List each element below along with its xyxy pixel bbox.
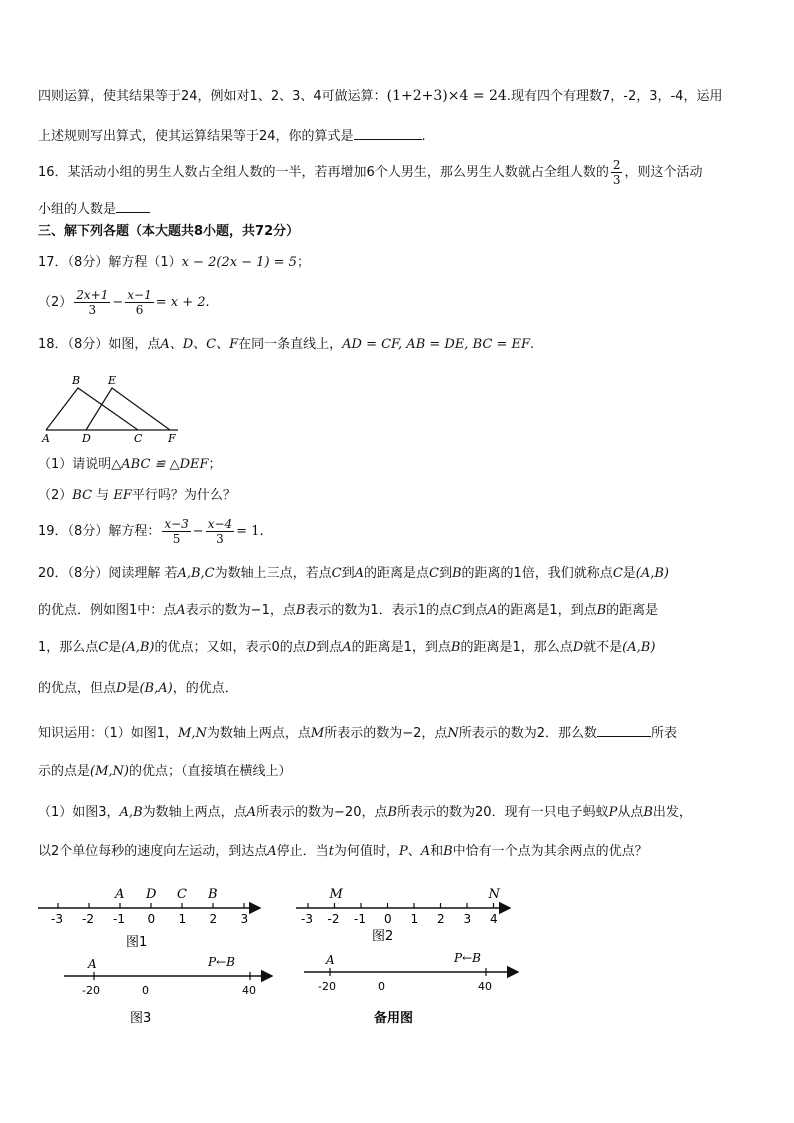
answer-blank[interactable]	[354, 125, 422, 140]
point-label-C: C	[177, 887, 187, 902]
math: C	[451, 603, 462, 618]
tick-label: 3	[240, 912, 249, 926]
text: 是	[622, 566, 636, 581]
tick-label: -3	[51, 912, 63, 926]
q18-line1	[38, 335, 760, 355]
text: .	[529, 337, 535, 352]
text: 到点	[316, 640, 343, 655]
fig1-caption: 图1	[126, 935, 148, 950]
number-line-fig3	[60, 950, 280, 1030]
label-P-B: P←B	[454, 951, 481, 965]
congruence: △ABC ≌ △DEF	[111, 457, 209, 472]
math: B	[295, 603, 306, 618]
operator: −	[112, 295, 124, 310]
math: A	[246, 805, 257, 820]
text: .	[421, 129, 426, 144]
text: 表示的数为−1，点	[185, 603, 296, 618]
operator: −	[192, 524, 204, 539]
label-A: A	[88, 957, 97, 971]
tick-label: 0	[147, 912, 156, 926]
text: 小组的人数是	[38, 202, 117, 217]
q20-line3	[38, 638, 760, 658]
text: （2）	[38, 295, 73, 310]
tick-label: 1	[410, 912, 419, 926]
text: 的距离的1倍，我们就称点	[461, 566, 613, 581]
q20-knowledge-line1	[38, 722, 760, 744]
math: D	[116, 681, 127, 696]
text: 知识运用：（1）如图1，	[38, 726, 179, 741]
math: A,B	[119, 805, 143, 820]
q17-line1	[38, 253, 760, 273]
equation: = 1.	[236, 524, 264, 539]
math: A	[420, 844, 431, 859]
tick-label: 4	[490, 912, 498, 926]
text: .	[205, 295, 210, 310]
numerator: x−4	[207, 517, 233, 531]
tick-label: -1	[354, 912, 366, 926]
text: 到点	[461, 603, 488, 618]
text: 是	[126, 681, 140, 696]
math: C	[429, 566, 439, 581]
text: 所表示的数为20．现有一只电子蚂蚁	[397, 805, 609, 820]
text: 的距离是	[606, 603, 659, 618]
text: 上述规则写出算式，使其运算结果等于24，你的算式是	[38, 129, 354, 144]
math: A	[487, 603, 498, 618]
text: 是	[108, 640, 122, 655]
text: 四则运算，使其结果等于24，例如对1、2、3、4可做运算：	[38, 89, 387, 104]
point-label-B: B	[208, 887, 218, 902]
math: D	[305, 640, 317, 655]
section-heading: 三、解下列各题（本大题共8小题，共72分）	[38, 224, 300, 239]
fraction	[206, 517, 234, 546]
math: M,N	[178, 726, 207, 741]
fraction	[611, 158, 623, 187]
math: t	[328, 844, 334, 859]
text: 中恰有一个点为其余两点的优点？	[452, 844, 648, 859]
text: 为数轴上三点，若点	[214, 566, 332, 581]
math: (A,B)	[622, 640, 656, 655]
tick-label: -2	[327, 912, 340, 926]
text: 停止．当	[276, 844, 329, 859]
text: 17．（8分）解方程（1）	[38, 255, 182, 270]
answer-blank[interactable]	[116, 198, 150, 213]
q18-sub2	[38, 486, 760, 506]
question-number: 16．	[38, 165, 68, 180]
text: 就不是	[583, 640, 623, 655]
math: D	[572, 640, 584, 655]
text: 的优点，但点	[38, 681, 117, 696]
text: .现有四个有理数7，-2，3，-4，运用	[506, 89, 723, 104]
label-B: B	[72, 374, 81, 387]
math: C	[331, 566, 342, 581]
text: 的优点；又如，表示0的点	[154, 640, 306, 655]
math: M	[310, 726, 325, 741]
denominator: 3	[88, 303, 97, 317]
tick-label: 2	[209, 912, 218, 926]
math: (M,N)	[90, 764, 129, 779]
numerator: x−3	[164, 517, 189, 531]
math: B	[596, 603, 607, 618]
label-A: A	[42, 432, 50, 444]
q16-line2	[38, 198, 760, 220]
math: (A,B)	[635, 566, 669, 581]
condition: AD = CF, AB = DE, BC = EF	[342, 337, 530, 352]
spare-caption: 备用图	[374, 1011, 414, 1026]
text: 从点	[617, 805, 644, 820]
label-C: C	[134, 432, 143, 444]
math: P	[398, 844, 408, 859]
fraction	[125, 288, 153, 317]
q20-knowledge-line3	[38, 803, 760, 823]
q20-line4	[38, 679, 760, 699]
text: 所表示的数为2．那么数	[458, 726, 598, 741]
text: （2）	[38, 488, 73, 503]
numerator: 2x+1	[76, 288, 109, 302]
text: ；	[296, 255, 310, 270]
text: 为数轴上两点，点	[206, 726, 311, 741]
label-A: A	[326, 953, 335, 967]
text: 以2个单位每秒的速度向左运动，到达点	[38, 844, 268, 859]
label-E: E	[108, 374, 117, 387]
math: B	[443, 844, 453, 859]
triangle-abc	[46, 388, 138, 430]
math: A	[354, 566, 364, 581]
tick-label-40: 40	[242, 984, 256, 997]
denominator: 5	[172, 532, 181, 546]
math-expr: (1+2+3)×4 = 24	[386, 88, 507, 104]
label-P-B: P←B	[208, 955, 235, 969]
text: 20．（8分）阅读理解 若	[38, 566, 178, 581]
number-line-spare	[300, 950, 530, 1030]
math: B	[387, 805, 398, 820]
text: 到	[438, 566, 452, 581]
tick-label: 1	[178, 912, 187, 926]
tick-label-0: 0	[142, 984, 149, 997]
text: ，则这个活动	[624, 165, 703, 180]
number-line-fig2	[296, 876, 516, 952]
text: 示的点是	[38, 764, 91, 779]
tick-label-40: 40	[478, 980, 492, 993]
math: (A,B)	[121, 640, 155, 655]
text: 的距离是1，到点	[351, 640, 451, 655]
equation: = x + 2	[155, 295, 206, 310]
segment: BC	[72, 488, 93, 503]
text: 和	[430, 844, 444, 859]
p15-line1	[38, 86, 760, 107]
text: 的距离是1，到点	[497, 603, 597, 618]
text: （1）请说明	[38, 457, 112, 472]
math: A	[342, 640, 352, 655]
text: 18．（8分）如图，点	[38, 337, 161, 352]
text: 所表示的数为−20，点	[256, 805, 388, 820]
p15-line2	[38, 125, 760, 147]
tick-label-0: 0	[378, 980, 385, 993]
tick-label: 0	[384, 912, 392, 926]
text: 平行吗？为什么？	[131, 488, 236, 503]
tick-label: 3	[463, 912, 472, 926]
text: ，的优点．	[172, 681, 238, 696]
fig2-caption: 图2	[372, 929, 394, 944]
math: A	[176, 603, 186, 618]
q19-line	[38, 515, 760, 549]
point-label-M: M	[329, 887, 343, 902]
answer-blank[interactable]	[597, 722, 651, 737]
math: B	[643, 805, 653, 820]
text: 的距离是点	[363, 566, 429, 581]
tick-label: 2	[437, 912, 445, 926]
q20-knowledge-line4	[38, 842, 760, 862]
segment: EF	[113, 488, 132, 503]
fig3-caption: 图3	[130, 1011, 152, 1026]
text: 表示的数为1．表示1的点	[305, 603, 452, 618]
math: C	[612, 566, 623, 581]
text: 在同一条直线上，	[238, 337, 343, 352]
denominator: 3	[216, 532, 224, 546]
q20-line2	[38, 601, 760, 621]
text: 到	[341, 566, 355, 581]
text: 出发，	[652, 805, 692, 820]
numerator: 2	[612, 158, 621, 172]
math: A	[267, 844, 277, 859]
denominator: 6	[135, 303, 144, 317]
tick-label: -1	[113, 912, 125, 926]
tick-label: -2	[82, 912, 94, 926]
math: B	[450, 640, 461, 655]
label-F: F	[168, 432, 176, 444]
math: B	[451, 566, 462, 581]
math: C	[98, 640, 109, 655]
text: （1）如图3，	[38, 805, 120, 820]
denominator: 3	[612, 173, 621, 187]
text: 为数轴上两点，点	[142, 805, 247, 820]
equation: x − 2(2x − 1) = 5	[181, 255, 297, 270]
text: 为何值时，	[333, 844, 399, 859]
text: ；	[208, 457, 222, 472]
math: A,B,C	[177, 566, 215, 581]
text: 所表示的数为−2，点	[324, 726, 448, 741]
text: 所表	[651, 726, 678, 741]
text: 19．（8分）解方程：	[38, 524, 161, 539]
label-D: D	[82, 432, 91, 444]
text: 的优点；（直接填在横线上）	[128, 764, 292, 779]
tick-label: -3	[301, 912, 313, 926]
points: A、D、C、F	[160, 337, 239, 352]
q17-line2	[38, 286, 760, 320]
q16-line1	[38, 158, 760, 188]
math: (B,A)	[139, 681, 173, 696]
text: 某活动小组的男生人数占全组人数的一半，若再增加6个人男生，那么男生人数就占全组人数的	[67, 165, 609, 180]
text: 的优点．例如图1中：点	[38, 603, 177, 618]
fraction	[74, 288, 110, 317]
tick-label-neg20: -20	[82, 984, 100, 997]
numerator: x−1	[127, 288, 152, 302]
tick-label-neg20: -20	[318, 980, 336, 993]
point-label-N: N	[488, 887, 500, 902]
math: P	[608, 805, 618, 820]
triangle-figure	[38, 372, 188, 444]
point-label-D: D	[146, 887, 157, 902]
text: 1，那么点	[38, 640, 99, 655]
fraction	[162, 517, 190, 546]
point-label-A: A	[115, 887, 125, 902]
q18-sub1	[38, 455, 760, 475]
math: N	[447, 726, 459, 741]
q20-line1	[38, 564, 760, 584]
q20-knowledge-line2	[38, 762, 760, 782]
text: 与	[96, 488, 110, 503]
text: 、	[407, 844, 421, 859]
number-line-fig1	[38, 876, 268, 952]
text: 的距离是1，那么点	[460, 640, 573, 655]
